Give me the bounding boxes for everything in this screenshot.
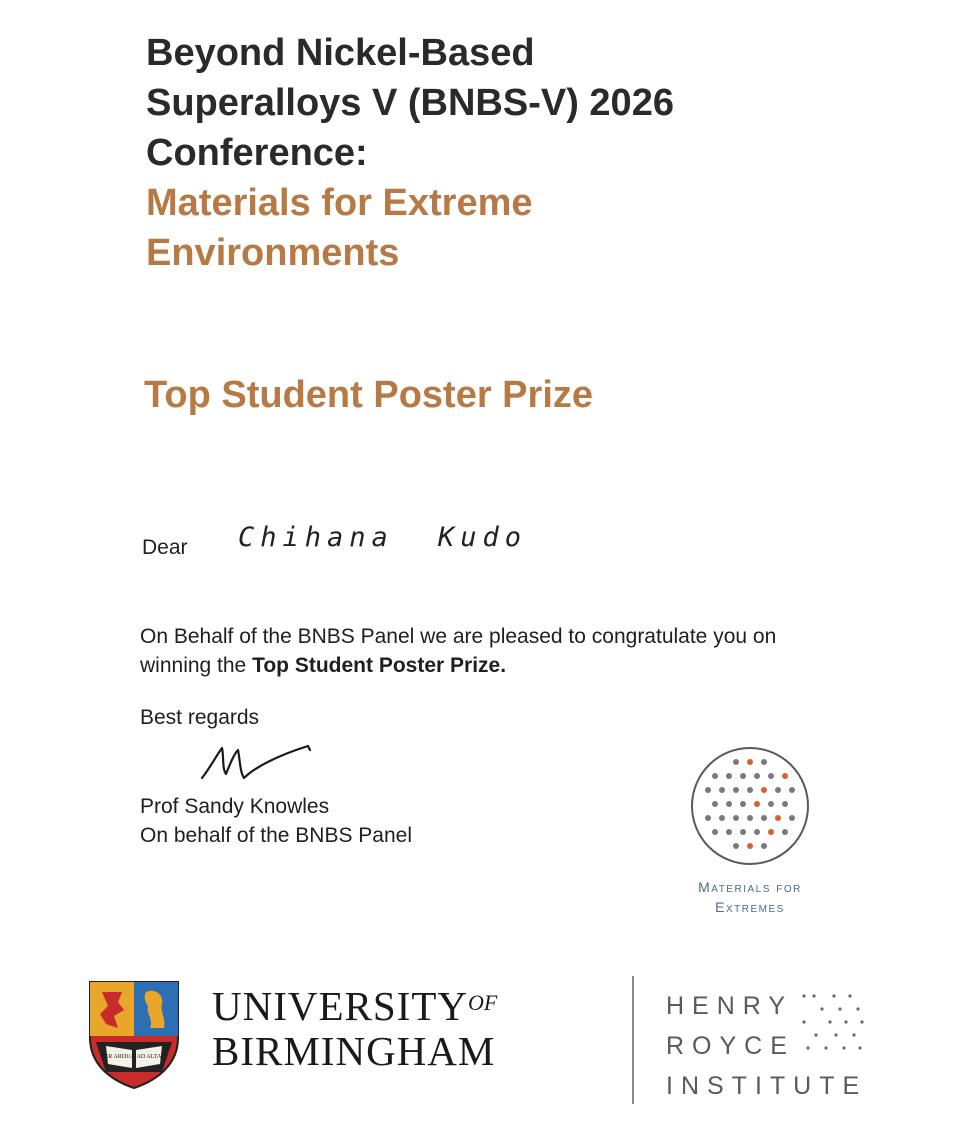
royce-logo-dot xyxy=(856,1007,859,1010)
royce-logo-dot xyxy=(832,994,835,997)
heading-line-2: Superalloys V (BNBS-V) 2026 xyxy=(146,82,674,124)
mfe-logo-line-2: Extremes xyxy=(715,899,785,915)
mfe-logo-dot xyxy=(719,787,725,793)
royce-logo-dot xyxy=(814,1033,817,1036)
closing: Best regards xyxy=(140,706,260,729)
mfe-logo-dot xyxy=(733,759,739,765)
mfe-logo-dot xyxy=(782,801,788,807)
materials-for-extremes-logo xyxy=(672,744,828,917)
mfe-logo-dot xyxy=(747,759,753,765)
mfe-logo-dot xyxy=(775,787,781,793)
heading-line-1: Beyond Nickel-Based xyxy=(146,32,535,74)
mfe-logo-dot xyxy=(719,815,725,821)
mfe-logo-dot xyxy=(740,829,746,835)
congratulation-text xyxy=(140,622,840,680)
crest-motto-right: AD ALTA xyxy=(136,1054,162,1060)
mfe-logo-dot xyxy=(705,815,711,821)
crest-motto-left: PER ARDUA xyxy=(101,1054,135,1060)
mfe-logo-dot xyxy=(754,829,760,835)
dotted-circle-icon xyxy=(688,744,812,868)
university-name-of: OF xyxy=(467,990,498,1015)
royce-line-2: ROYCE xyxy=(666,1032,795,1060)
royce-logo-dot xyxy=(842,1046,845,1049)
mfe-logo-dot xyxy=(782,773,788,779)
mfe-logo-dot xyxy=(754,801,760,807)
mfe-logo-dot xyxy=(740,773,746,779)
mfe-logo-text xyxy=(672,877,828,917)
signer-name: Prof Sandy Knowles xyxy=(140,795,330,818)
mfe-logo-dot xyxy=(768,801,774,807)
university-name-line-1: UNIVERSITY xyxy=(212,983,468,1029)
royce-logo-dot xyxy=(848,994,851,997)
mfe-logo-dot xyxy=(782,829,788,835)
mfe-logo-dot xyxy=(733,843,739,849)
mfe-logo-dot xyxy=(733,815,739,821)
mfe-logo-dot xyxy=(733,787,739,793)
mfe-logo-dot xyxy=(761,843,767,849)
royce-logo-dot xyxy=(834,1033,837,1036)
mfe-logo-dot xyxy=(747,843,753,849)
royce-logo-dot xyxy=(838,1007,841,1010)
prize-name-bold: Top Student Poster Prize. xyxy=(252,654,507,677)
mfe-logo-dot xyxy=(761,815,767,821)
royce-line-1: HENRY xyxy=(666,992,794,1020)
mfe-logo-dot xyxy=(761,759,767,765)
mfe-logo-dot xyxy=(754,773,760,779)
royce-logo-dot xyxy=(802,994,805,997)
royce-logo-dot xyxy=(812,994,815,997)
mfe-logo-dot xyxy=(747,815,753,821)
logo-divider xyxy=(632,976,634,1104)
mfe-logo-dot xyxy=(712,773,718,779)
signature xyxy=(196,738,326,788)
conference-heading xyxy=(146,28,826,278)
royce-line-3: INSTITUTE xyxy=(666,1072,868,1100)
signer-block xyxy=(140,792,412,850)
greeting: Dear xyxy=(142,536,188,559)
signer-role: On behalf of the BNBS Panel xyxy=(140,824,413,847)
royce-logo-dot xyxy=(844,1020,847,1023)
mfe-logo-dot xyxy=(747,787,753,793)
university-name xyxy=(212,980,497,1074)
royce-logo-dot xyxy=(858,1046,861,1049)
mfe-logo-dot xyxy=(712,829,718,835)
royce-dot-pattern-icon xyxy=(800,990,866,1060)
mfe-logo-dot xyxy=(768,829,774,835)
mfe-logo-dot xyxy=(726,801,732,807)
royce-logo-dot xyxy=(824,1046,827,1049)
mfe-logo-dot xyxy=(789,815,795,821)
royce-logo-dot xyxy=(852,1033,855,1036)
heading-line-3: Conference: xyxy=(146,132,368,174)
prize-title: Top Student Poster Prize xyxy=(144,374,594,416)
royce-logo-dot xyxy=(806,1046,809,1049)
mfe-logo-dot xyxy=(726,829,732,835)
mfe-logo-line-1: Materials for xyxy=(698,879,802,895)
mfe-logo-dot xyxy=(789,787,795,793)
conference-subtitle-line-2: Environments xyxy=(146,232,400,274)
mfe-logo-dot xyxy=(726,773,732,779)
congratulation-sentence: On Behalf of the BNBS Panel we are pleased to congratulate you on winning the xyxy=(140,625,777,677)
royce-logo-dot xyxy=(820,1007,823,1010)
royce-logo-dot xyxy=(860,1020,863,1023)
mfe-logo-dot xyxy=(775,815,781,821)
conference-subtitle-line-1: Materials for Extreme xyxy=(146,182,533,224)
mfe-logo-dot xyxy=(712,801,718,807)
mfe-logo-dot xyxy=(705,787,711,793)
university-name-line-2: BIRMINGHAM xyxy=(212,1028,496,1074)
royce-logo-dot xyxy=(802,1020,805,1023)
university-of-birmingham-crest xyxy=(88,980,180,1090)
recipient-name-handwritten: Chihana Kudo xyxy=(238,522,528,553)
mfe-logo-dot xyxy=(768,773,774,779)
mfe-logo-dot xyxy=(761,787,767,793)
royce-logo-dot xyxy=(828,1020,831,1023)
mfe-logo-dot xyxy=(740,801,746,807)
